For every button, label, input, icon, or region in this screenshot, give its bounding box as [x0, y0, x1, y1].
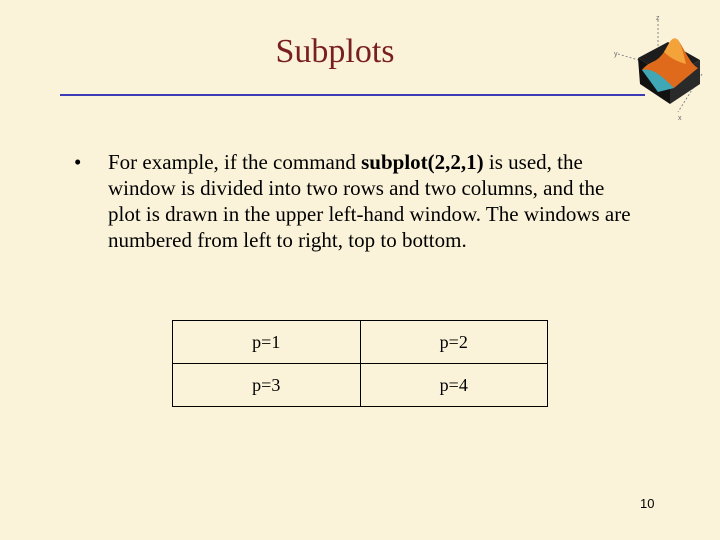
bullet-text-intro: For example, if the command	[108, 150, 362, 174]
table-cell-p1: p=1	[173, 321, 361, 364]
table-cell-p3: p=3	[173, 364, 361, 407]
subplot-grid-table	[172, 320, 548, 407]
page-number: 10	[640, 496, 655, 511]
matlab-membrane-logo-icon	[612, 12, 712, 124]
bullet-text	[108, 149, 634, 253]
table-cell-p2: p=2	[360, 321, 548, 364]
slide-title: Subplots	[275, 33, 395, 70]
table-cell-p4: p=4	[360, 364, 548, 407]
logo-axis-z: z	[656, 15, 660, 22]
subplot-command: subplot(2,2,1)	[361, 150, 484, 174]
bullet-text-rest: is used, the window is divided into two rows and two columns, and the plot is drawn in the upper left-hand window. The windows are numbered from left to right, top to bottom.	[108, 150, 631, 252]
table-row	[173, 364, 548, 407]
bullet-marker: •	[74, 150, 82, 174]
bullet-paragraph	[74, 149, 634, 253]
logo-axis-x: x	[678, 115, 682, 122]
title-divider	[60, 94, 645, 96]
logo-axis-y: y	[614, 51, 618, 58]
table-row	[173, 321, 548, 364]
